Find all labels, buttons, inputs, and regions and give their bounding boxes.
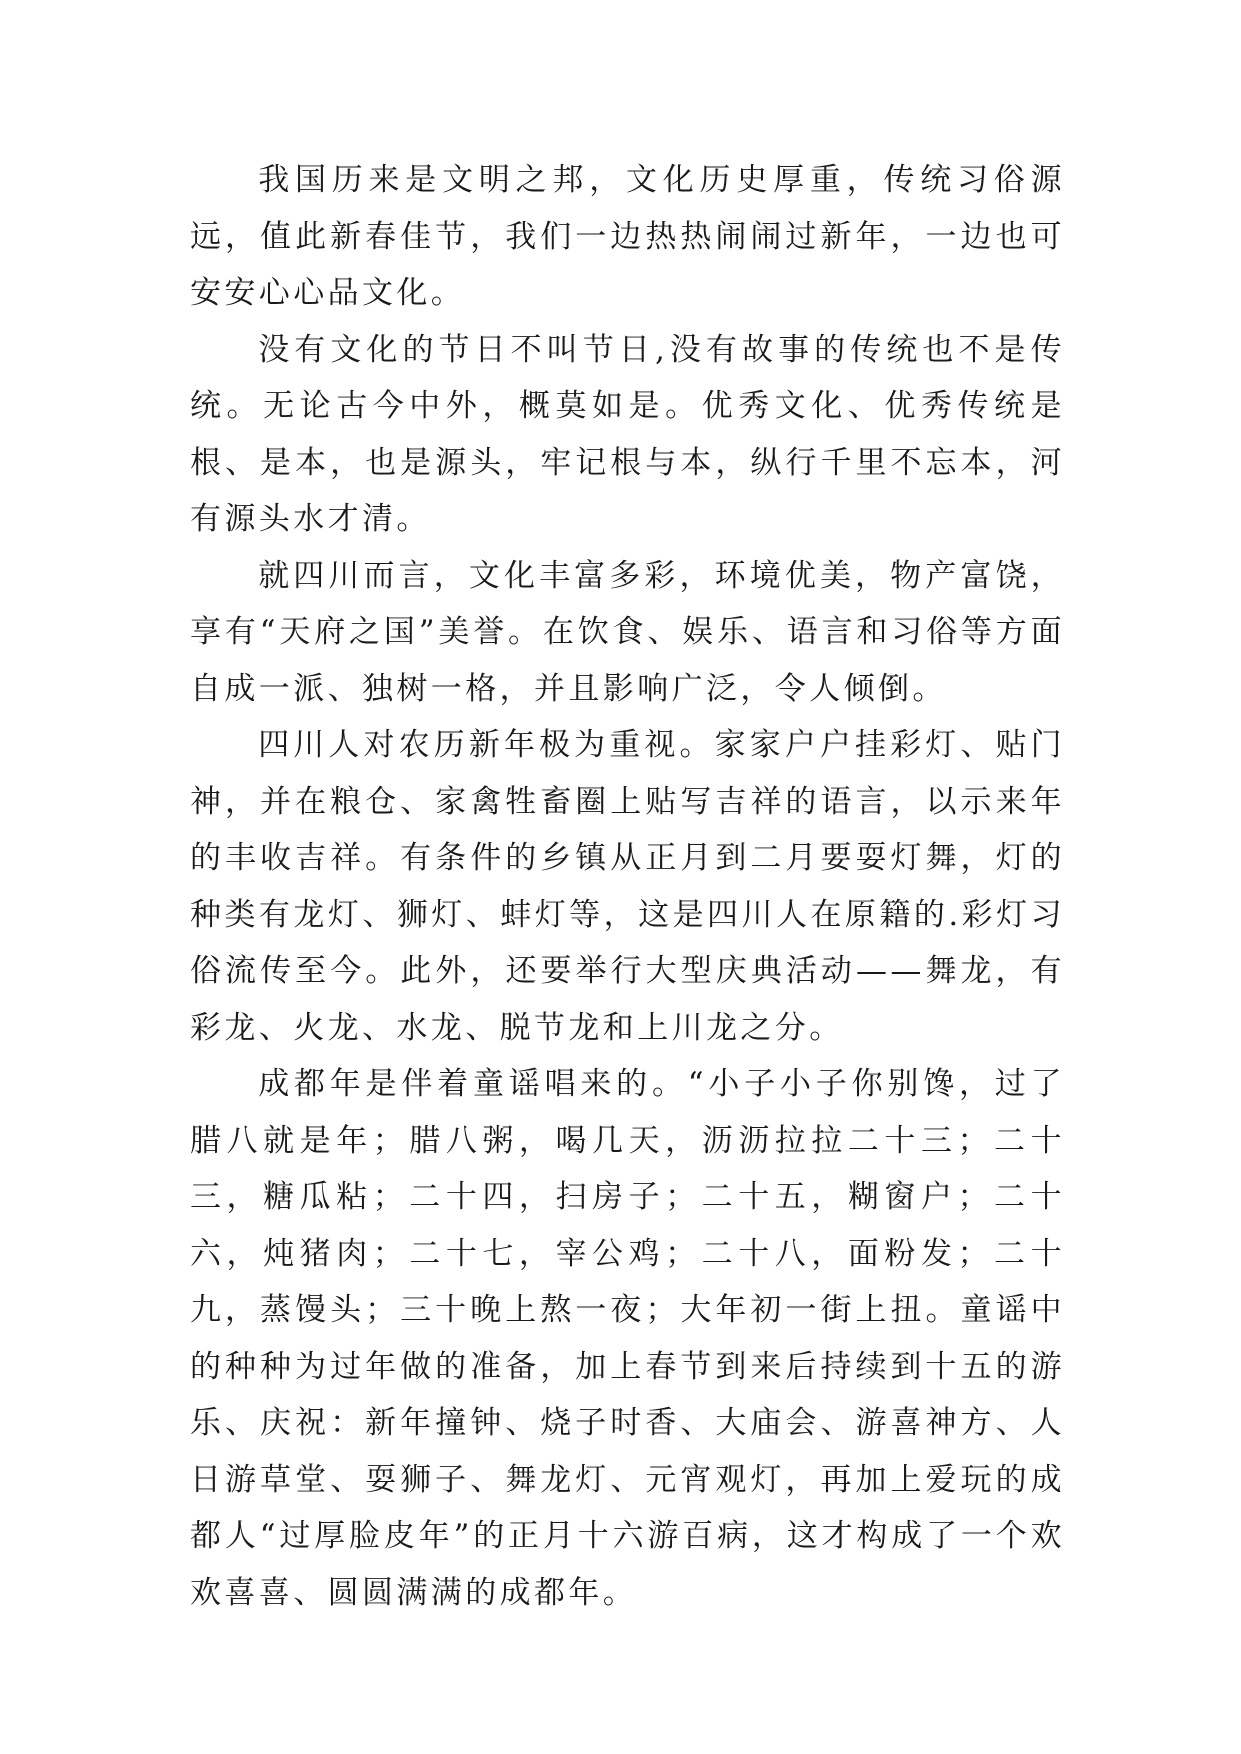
paragraph-culture-tradition: 没有文化的节日不叫节日,没有故事的传统也不是传统。无论古今中外，概莫如是。优秀文化、优秀传统是根、是本，也是源头，牢记根与本，纵行千里不忘本，河有源头水才清。 <box>190 331 1065 537</box>
document-body <box>190 152 1065 1621</box>
paragraph-intro: 我国历来是文明之邦，文化历史厚重，传统习俗源远，值此新春佳节，我们一边热热闹闹过新年，一边也可安安心心品文化。 <box>190 162 1065 311</box>
paragraph-sichuan: 就四川而言，文化丰富多彩，环境优美，物产富饶，享有“天府之国”美誉。在饮食、娱乐、语言和习俗等方面自成一派、独树一格，并且影响广泛，令人倾倒。 <box>190 557 1065 707</box>
paragraph-lunar-new-year: 四川人对农历新年极为重视。家家户户挂彩灯、贴门神，并在粮仓、家禽牲畜圈上贴写吉祥的语言，以示来年的丰收吉祥。有条件的乡镇从正月到二月要耍灯舞，灯的种类有龙灯、狮灯、蚌灯等，这是四川人在原籍的.彩灯习俗流传至今。此外，还要举行大型庆典活动——舞龙，有彩龙、火龙、水龙、脱节龙和上川龙之分。 <box>190 727 1065 1046</box>
paragraph-chengdu-year: 成都年是伴着童谣唱来的。“小子小子你别馋，过了腊八就是年；腊八粥，喝几天，沥沥拉拉二十三；二十三，糖瓜粘；二十四，扫房子；二十五，糊窗户；二十六，炖猪肉；二十七，宰公鸡；二十八，面粉发；二十九，蒸馒头；三十晚上熬一夜；大年初一街上扭。童谣中的种种为过年做的准备，加上春节到来后持续到十五的游乐、庆祝：新年撞钟、烧子时香、大庙会、游喜神方、人日游草堂、耍狮子、舞龙灯、元宵观灯，再加上爱玩的成都人“过厚脸皮年”的正月十六游百病，这才构成了一个欢欢喜喜、圆圆满满的成都年。 <box>190 1066 1065 1611</box>
